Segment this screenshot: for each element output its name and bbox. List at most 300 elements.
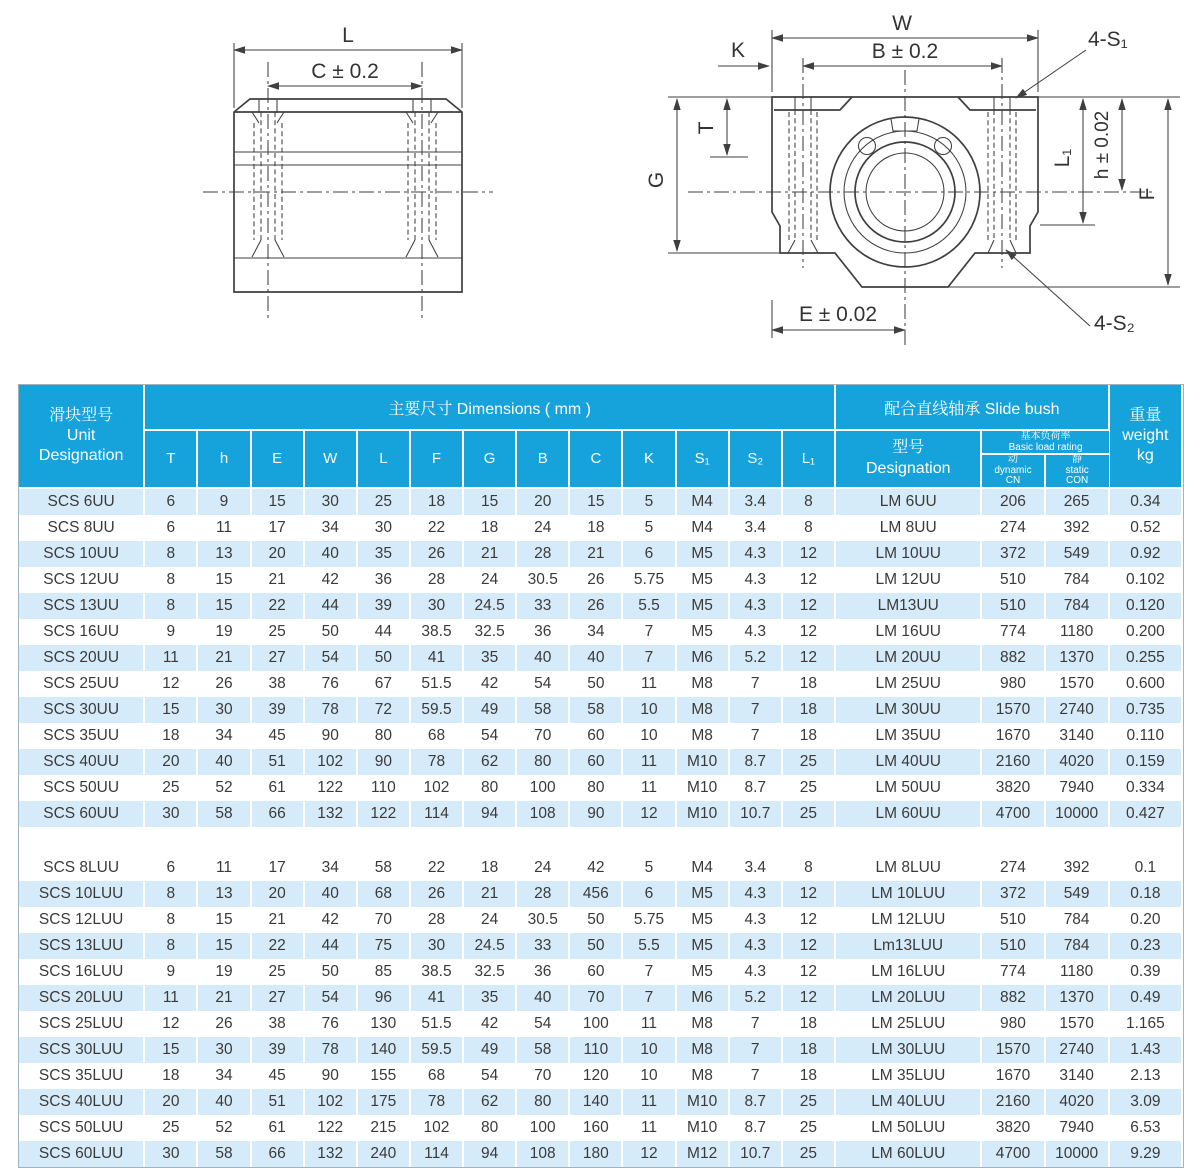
data-cell: Lm13LUU — [835, 933, 981, 959]
data-cell: 50 — [357, 645, 410, 671]
data-cell: 784 — [1045, 593, 1109, 619]
data-cell: 27 — [251, 985, 304, 1011]
data-cell: 3820 — [981, 775, 1044, 801]
data-cell: 38.5 — [410, 959, 463, 985]
data-cell: 54 — [463, 723, 516, 749]
data-cell: M5 — [676, 541, 729, 567]
data-cell: 58 — [197, 801, 250, 827]
data-cell: LM 10UU — [835, 541, 981, 567]
data-cell: 49 — [463, 1037, 516, 1063]
data-cell: 80 — [463, 775, 516, 801]
data-cell: 52 — [197, 1115, 250, 1141]
data-cell: M5 — [676, 933, 729, 959]
data-cell: 1670 — [981, 723, 1044, 749]
data-cell: 4700 — [981, 801, 1044, 827]
data-cell: 11 — [197, 855, 250, 881]
model-cell: SCS 50UU — [19, 775, 144, 801]
data-cell: 21 — [463, 541, 516, 567]
model-cell: SCS 35UU — [19, 723, 144, 749]
dim-label-B: B ± 0.2 — [871, 40, 939, 63]
data-cell: 1.165 — [1125, 1014, 1165, 1032]
table-row — [19, 1037, 1181, 1063]
data-cell: 7 — [729, 723, 782, 749]
data-cell: 1180 — [1045, 959, 1109, 985]
data-cell: 120 — [569, 1063, 622, 1089]
data-cell: LM 35LUU — [835, 1063, 981, 1089]
data-cell: 980 — [981, 671, 1044, 697]
header-col-L: L — [357, 430, 410, 488]
data-cell: 15 — [197, 933, 250, 959]
data-cell: 6 — [144, 488, 197, 515]
data-cell: 8 — [782, 488, 835, 515]
data-cell: 18 — [144, 1063, 197, 1089]
data-cell: 5 — [622, 515, 675, 541]
data-cell: 18 — [463, 855, 516, 881]
data-cell: 0.159 — [1109, 749, 1181, 775]
data-cell: 12 — [782, 985, 835, 1011]
data-cell: LM 8UU — [835, 515, 981, 541]
data-cell: 21 — [197, 985, 250, 1011]
data-cell: 30.5 — [516, 907, 569, 933]
data-cell: 8 — [782, 855, 835, 881]
header-col-F: F — [410, 430, 463, 488]
table-row — [19, 723, 1181, 749]
data-cell: 4020 — [1045, 749, 1109, 775]
data-cell: 67 — [357, 671, 410, 697]
data-cell: 85 — [357, 959, 410, 985]
data-cell: 6 — [622, 541, 675, 567]
data-cell: 24 — [516, 855, 569, 881]
data-cell: 13 — [197, 881, 250, 907]
data-cell: 54 — [304, 985, 357, 1011]
table-row — [19, 541, 1181, 567]
data-cell: 4.3 — [729, 959, 782, 985]
data-cell: 15 — [463, 488, 516, 515]
header-unit-en1: Unit — [66, 426, 96, 444]
data-cell: 3820 — [981, 1115, 1044, 1141]
data-cell: 94 — [463, 1141, 516, 1167]
table-row — [19, 593, 1181, 619]
table-row — [19, 697, 1181, 723]
data-cell: 20 — [251, 881, 304, 907]
header-col-C: C — [569, 430, 622, 488]
data-cell: 1570 — [981, 1037, 1044, 1063]
data-cell: 4700 — [981, 1141, 1044, 1167]
data-cell: 66 — [251, 801, 304, 827]
data-cell: 80 — [516, 1089, 569, 1115]
data-cell: 102 — [410, 1115, 463, 1141]
technical-drawings — [0, 0, 1200, 378]
data-cell: 102 — [304, 1089, 357, 1115]
data-cell: 40 — [197, 749, 250, 775]
data-cell: 980 — [981, 1011, 1044, 1037]
data-cell: 510 — [981, 567, 1044, 593]
dim-label-F: F — [1136, 187, 1159, 201]
header-dynamic-load — [981, 454, 1044, 488]
model-cell: SCS 35LUU — [19, 1063, 144, 1089]
data-cell: 21 — [569, 541, 622, 567]
data-cell: 44 — [304, 593, 357, 619]
dim-label-L1: L₁ — [1051, 148, 1074, 168]
data-cell: 78 — [304, 1037, 357, 1063]
table-row — [19, 855, 1181, 881]
header-bush-designation-en: Designation — [865, 459, 951, 477]
data-cell: 18 — [782, 1037, 835, 1063]
model-cell: SCS 13UU — [19, 593, 144, 619]
data-cell: 1370 — [1045, 645, 1109, 671]
data-cell: 6 — [144, 855, 197, 881]
data-cell: 54 — [463, 1063, 516, 1089]
data-cell: 372 — [981, 541, 1044, 567]
data-cell: 18 — [463, 515, 516, 541]
data-cell: 15 — [197, 907, 250, 933]
data-cell: 24 — [463, 907, 516, 933]
data-cell: 8 — [144, 541, 197, 567]
data-cell: 122 — [304, 1115, 357, 1141]
data-cell: 8 — [144, 933, 197, 959]
data-cell: 15 — [144, 697, 197, 723]
data-cell: 36 — [516, 959, 569, 985]
data-cell: 58 — [357, 855, 410, 881]
data-cell: 392 — [1045, 855, 1109, 881]
data-cell: 5.75 — [622, 907, 675, 933]
data-cell: 78 — [304, 697, 357, 723]
table-row — [19, 1089, 1181, 1115]
header-weight-en: weight — [1122, 426, 1169, 444]
data-cell: 6 — [144, 515, 197, 541]
data-cell: 38 — [251, 1011, 304, 1037]
header-col-S2: S₂ — [729, 430, 782, 488]
data-cell: M5 — [676, 593, 729, 619]
data-cell: LM 16UU — [835, 619, 981, 645]
data-cell: 11 — [622, 1011, 675, 1037]
model-cell: SCS 40UU — [19, 749, 144, 775]
data-cell: 784 — [1045, 907, 1109, 933]
data-cell: 882 — [981, 645, 1044, 671]
data-cell: 60 — [569, 723, 622, 749]
data-cell: 61 — [251, 1115, 304, 1141]
data-cell: 40 — [516, 985, 569, 1011]
data-cell: LM 60LUU — [835, 1141, 981, 1167]
data-cell: 39 — [251, 1037, 304, 1063]
data-cell: 26 — [410, 881, 463, 907]
table-row — [19, 749, 1181, 775]
data-cell: 18 — [782, 697, 835, 723]
table-body — [19, 488, 1181, 1167]
data-cell: 58 — [516, 1037, 569, 1063]
data-cell: 40 — [516, 645, 569, 671]
data-cell: 8 — [144, 567, 197, 593]
data-cell: 26 — [569, 593, 622, 619]
data-cell: 5.5 — [622, 933, 675, 959]
data-cell: 40 — [569, 645, 622, 671]
data-cell: 180 — [569, 1141, 622, 1167]
header-static-unit: CON — [1066, 475, 1089, 486]
data-cell: M10 — [676, 801, 729, 827]
data-cell: LM 12UU — [835, 567, 981, 593]
header-dimensions-group: 主要尺寸 Dimensions ( mm ) — [144, 385, 835, 430]
data-cell: 9 — [144, 959, 197, 985]
data-cell: 20 — [251, 541, 304, 567]
header-unit-designation — [19, 385, 144, 488]
data-cell: 12 — [782, 933, 835, 959]
data-cell: 8 — [144, 881, 197, 907]
data-cell: 35 — [357, 541, 410, 567]
header-static-load — [1045, 454, 1109, 488]
data-cell: 100 — [569, 1011, 622, 1037]
data-cell: 12 — [782, 959, 835, 985]
header-weight-unit: kg — [1136, 446, 1154, 464]
data-cell: 30 — [304, 488, 357, 515]
data-cell: 30 — [144, 1141, 197, 1167]
data-cell: 11 — [622, 749, 675, 775]
model-cell: SCS 13LUU — [19, 933, 144, 959]
data-cell: 122 — [304, 775, 357, 801]
data-cell: 12 — [782, 881, 835, 907]
data-cell: 30 — [197, 697, 250, 723]
data-cell: M8 — [676, 1063, 729, 1089]
data-cell: 510 — [981, 593, 1044, 619]
data-cell: 68 — [357, 881, 410, 907]
data-cell: 45 — [251, 1063, 304, 1089]
data-cell: M8 — [676, 697, 729, 723]
data-cell: 24.5 — [463, 593, 516, 619]
data-cell: 7 — [729, 1011, 782, 1037]
data-cell: 6 — [622, 881, 675, 907]
data-cell: M10 — [676, 749, 729, 775]
data-cell: 42 — [569, 855, 622, 881]
header-dynamic-zh: 动 — [1007, 454, 1018, 465]
data-cell: 155 — [357, 1063, 410, 1089]
data-cell: 5.2 — [729, 985, 782, 1011]
data-cell: 26 — [197, 1011, 250, 1037]
data-cell: 9 — [144, 619, 197, 645]
data-cell: 8.7 — [729, 1089, 782, 1115]
table-row — [19, 1063, 1181, 1089]
data-cell: 0.334 — [1125, 778, 1165, 796]
spec-table — [19, 385, 1181, 1167]
data-cell: 39 — [251, 697, 304, 723]
data-cell: 28 — [516, 541, 569, 567]
data-cell: 61 — [251, 775, 304, 801]
header-col-W: W — [304, 430, 357, 488]
data-cell: 8.7 — [729, 775, 782, 801]
data-cell: 4.3 — [729, 593, 782, 619]
data-cell: 4.3 — [729, 567, 782, 593]
model-cell: SCS 16LUU — [19, 959, 144, 985]
data-cell: LM 16LUU — [835, 959, 981, 985]
data-cell: 25 — [782, 749, 835, 775]
data-cell: 132 — [304, 801, 357, 827]
data-cell: 94 — [463, 801, 516, 827]
data-cell: LM 30LUU — [835, 1037, 981, 1063]
data-cell: 0.600 — [1125, 674, 1165, 692]
data-cell: 75 — [357, 933, 410, 959]
side-view-drawing — [203, 24, 493, 318]
data-cell: 42 — [463, 1011, 516, 1037]
data-cell: 882 — [981, 985, 1044, 1011]
data-cell: 3.09 — [1109, 1089, 1181, 1115]
data-cell: 18 — [144, 723, 197, 749]
header-bush-designation-zh: 型号 — [892, 438, 925, 456]
data-cell: 110 — [569, 1037, 622, 1063]
data-cell: 42 — [463, 671, 516, 697]
data-cell: 102 — [410, 775, 463, 801]
model-cell: SCS 10LUU — [19, 881, 144, 907]
data-cell: 20 — [144, 1089, 197, 1115]
model-cell: SCS 30UU — [19, 697, 144, 723]
data-cell: 114 — [410, 801, 463, 827]
data-cell: M6 — [676, 645, 729, 671]
header-col-K: K — [622, 430, 675, 488]
data-cell: 26 — [569, 567, 622, 593]
data-cell: 39 — [357, 593, 410, 619]
data-cell: 22 — [251, 593, 304, 619]
data-cell: 50 — [304, 959, 357, 985]
data-cell: 7940 — [1045, 1115, 1109, 1141]
data-cell: 50 — [569, 907, 622, 933]
model-cell: SCS 10UU — [19, 541, 144, 567]
data-cell: 21 — [251, 567, 304, 593]
data-cell: 12 — [782, 593, 835, 619]
data-cell: 8 — [144, 907, 197, 933]
data-cell: 0.34 — [1109, 488, 1181, 515]
table-row — [19, 1011, 1181, 1037]
data-cell: 42 — [304, 567, 357, 593]
data-cell: 30 — [410, 593, 463, 619]
dim-label-4S1: 4-S₁ — [1088, 28, 1128, 51]
header-dynamic-en: dynamic — [994, 464, 1032, 476]
data-cell: 80 — [463, 1115, 516, 1141]
data-cell: 22 — [251, 933, 304, 959]
data-cell: 0.255 — [1109, 645, 1181, 671]
data-cell: LM 12LUU — [835, 907, 981, 933]
data-cell: 2160 — [981, 749, 1044, 775]
model-cell: SCS 50LUU — [19, 1115, 144, 1141]
data-cell: LM 60UU — [835, 801, 981, 827]
data-cell: 90 — [357, 749, 410, 775]
data-cell: 1180 — [1045, 619, 1109, 645]
model-cell: SCS 12UU — [19, 567, 144, 593]
data-cell: 160 — [569, 1115, 622, 1141]
data-cell: 1570 — [981, 697, 1044, 723]
data-cell: 12 — [782, 619, 835, 645]
data-cell: 68 — [410, 1063, 463, 1089]
data-cell: M10 — [676, 1115, 729, 1141]
data-cell: 18 — [782, 723, 835, 749]
data-cell: LM 40UU — [835, 749, 981, 775]
model-cell: SCS 60LUU — [19, 1141, 144, 1167]
data-cell: 30 — [410, 933, 463, 959]
data-cell: M10 — [676, 1089, 729, 1115]
data-cell: 24 — [463, 567, 516, 593]
data-cell: 52 — [197, 775, 250, 801]
data-cell: 0.52 — [1130, 518, 1161, 536]
data-cell: M5 — [676, 567, 729, 593]
data-cell: 96 — [357, 985, 410, 1011]
model-cell: SCS 20LUU — [19, 985, 144, 1011]
header-static-zh: 静 — [1072, 454, 1083, 465]
data-cell: 30.5 — [516, 567, 569, 593]
data-cell: 27 — [251, 645, 304, 671]
data-cell: 12 — [144, 671, 197, 697]
header-col-L1: L₁ — [782, 430, 835, 488]
data-cell: M8 — [676, 723, 729, 749]
data-cell: 34 — [304, 855, 357, 881]
data-cell: M4 — [676, 488, 729, 515]
data-cell: 30 — [144, 801, 197, 827]
data-cell: 34 — [197, 723, 250, 749]
data-cell: 2740 — [1045, 697, 1109, 723]
data-cell: 5.75 — [622, 567, 675, 593]
table-row — [19, 959, 1181, 985]
data-cell: 44 — [357, 619, 410, 645]
data-cell: 12 — [782, 567, 835, 593]
model-cell: SCS 60UU — [19, 801, 144, 827]
dim-label-L: L — [342, 24, 354, 47]
data-cell: 25 — [782, 801, 835, 827]
model-cell: SCS 6UU — [19, 488, 144, 515]
model-cell: SCS 25LUU — [19, 1011, 144, 1037]
data-cell: LM 8LUU — [835, 855, 981, 881]
data-cell: 0.92 — [1109, 541, 1181, 567]
data-cell: 0.427 — [1109, 801, 1181, 827]
data-cell: 68 — [410, 723, 463, 749]
data-cell: 12 — [782, 645, 835, 671]
data-cell: 70 — [569, 985, 622, 1011]
table-row — [19, 515, 1181, 541]
header-weight — [1109, 385, 1181, 488]
data-cell: 4.3 — [729, 541, 782, 567]
data-cell: 1670 — [981, 1063, 1044, 1089]
data-cell: 35 — [463, 645, 516, 671]
data-cell: 58 — [197, 1141, 250, 1167]
data-cell: 58 — [569, 697, 622, 723]
data-cell: 80 — [569, 775, 622, 801]
data-cell: 12 — [144, 1011, 197, 1037]
header-load-rating-en: Basic load rating — [1008, 442, 1083, 453]
data-cell: 0.49 — [1109, 985, 1181, 1011]
data-cell: 90 — [569, 801, 622, 827]
data-cell: 25 — [144, 1115, 197, 1141]
data-cell: 774 — [981, 959, 1044, 985]
data-cell: LM 40LUU — [835, 1089, 981, 1115]
model-cell: SCS 16UU — [19, 619, 144, 645]
model-cell: SCS 30LUU — [19, 1037, 144, 1063]
data-cell: 10000 — [1045, 1141, 1109, 1167]
data-cell: 15 — [144, 1037, 197, 1063]
model-cell: SCS 8LUU — [19, 855, 144, 881]
data-cell: 240 — [357, 1141, 410, 1167]
data-cell: 4.3 — [729, 619, 782, 645]
data-cell: 7940 — [1045, 775, 1109, 801]
data-cell: 122 — [357, 801, 410, 827]
data-cell: 11 — [622, 671, 675, 697]
data-cell: 0.200 — [1125, 622, 1165, 640]
data-cell: 11 — [622, 1089, 675, 1115]
data-cell: 549 — [1045, 881, 1109, 907]
data-cell: 0.120 — [1109, 593, 1181, 619]
data-cell: M8 — [676, 1037, 729, 1063]
data-cell: 51.5 — [410, 1011, 463, 1037]
data-cell: 62 — [463, 1089, 516, 1115]
data-cell: 21 — [463, 881, 516, 907]
header-bush-designation — [835, 430, 981, 488]
data-cell: 90 — [304, 723, 357, 749]
data-cell: 25 — [782, 775, 835, 801]
header-col-G: G — [463, 430, 516, 488]
data-cell: 44 — [304, 933, 357, 959]
